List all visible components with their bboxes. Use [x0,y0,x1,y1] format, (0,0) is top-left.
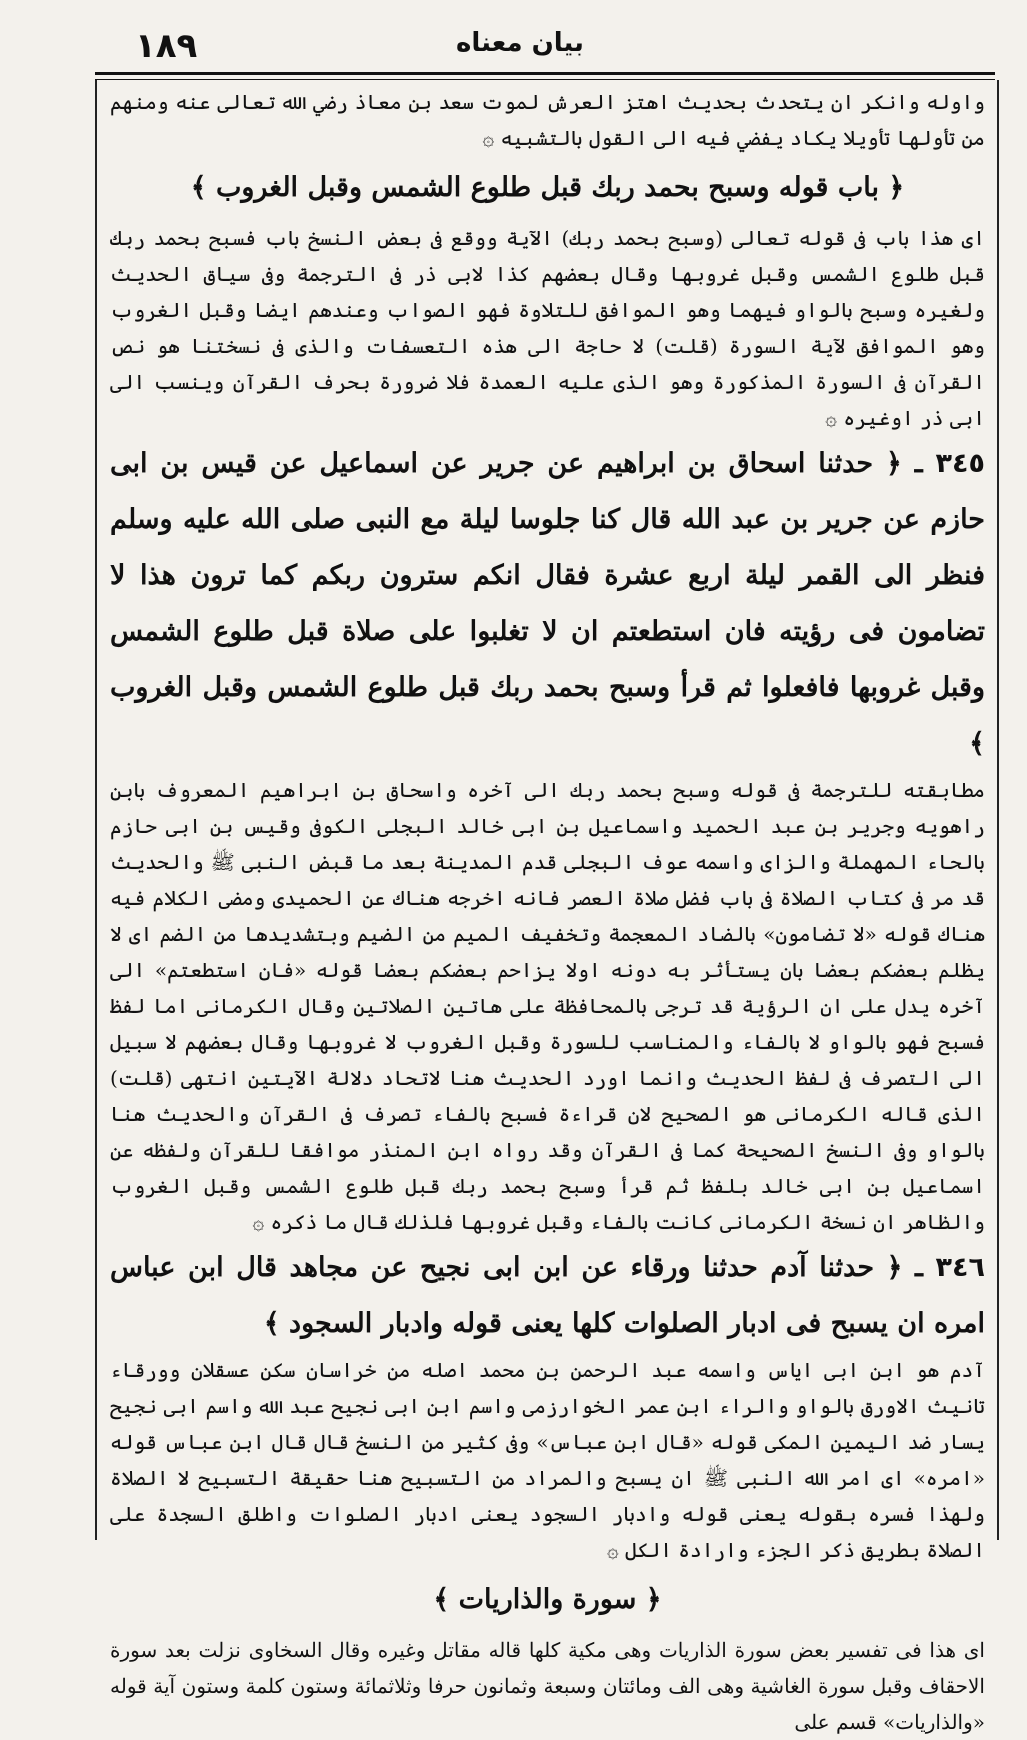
hadith-346 [110,1240,985,1352]
intro-paragraph: واوله وانكر ان يتحدث بحديث اهتز العرش لموت سعد بن معاذ رضي الله تعالى عنه ومنهم من تأولها تأويلا يكاد يفضي فيه الى القول بالتشبيه ۞ [110,90,985,150]
hadith-text: حدثنا آدم حدثنا ورقاء عن ابن ابى نجيح عن مجاهد قال ابن عباس امره ان يسبح فى ادبار الصلوات كلها يعنى قوله وادبار السجود ﴾ [110,1252,985,1339]
hadith-number: ٣٤٥ [935,448,985,479]
page-header [90,26,950,66]
surah-commentary: اى هذا فى تفسير بعض سورة الذاريات وهى مكية كلها قاله مقاتل وغيره وقال السخاوى نزلت بعد سورة الاحقاف وقبل سورة الغاشية وهى الف ومائتان وسبعة وثمانون حرفا وثلاثمائة وستون كلمة وستون آية قوله «والذاريات» قسم على [110,1638,985,1734]
chapter-heading: ﴿ باب قوله وسبح بحمد ربك قبل طلوع الشمس وقبل الغروب ﴾ [190,172,905,203]
commentary-345: مطابقته للترجمة فى قوله وسبح بحمد ربك الى آخره واسحاق بن ابراهيم المعروف بابن راهويه وجرير بن عبد الحميد واسماعيل بن ابى خالد البجلى الكوفى وقيس بن ابى حازم بالحاء المهملة والزاى واسمه عوف البجلى قدم المدينة بعد ما قبض النبى ﷺ والحديث قد مر فى كتاب الصلاة فى باب فضل صلاة العصر فانه اخرجه هناك عن الحميدى ومضى الكلام فيه هناك قوله «لا تضامون» بالضاد المعجمة وتخفيف الميم من الضيم وبتشديدها من الضم اى لا يظلم بعضكم بعضا بان يستأثر به دونه اولا يزاحم بعضكم بعضا قوله «فان استطعتم» الى آخره يدل على ان الرؤية قد ترجى بالمحافظة على هاتين الصلاتين وقال الكرمانى اما لفظ فسبح فهو بالواو لا بالفاء والمناسب للسورة وقبل الغروب لا غروبها وقال بعضهم لا سبيل الى التصرف فى لفظ الحديث وانما اورد الحديث هنا لاتحاد دلالة الآيتين انتهى (قلت) الذى قاله الكرمانى هو الصحيح لان قراءة فسبح بالفاء تصرف فى القرآن والحديث هنا بالواو وفى النسخ الصحيحة كما فى القرآن وقد رواه ابن المنذر موافقا للقرآن ولفظه عن اسماعيل بن ابى خالد بلفظ ثم قرأ وسبح بحمد ربك قبل طلوع الشمس وقبل الغروب والظاهر ان نسخة الكرمانى كانت بالفاء وقبل غروبها فلذلك قال ما ذكره ۞ [110,778,985,1234]
hadith-number: ٣٤٦ [935,1252,985,1283]
page-content [110,84,985,1740]
hadith-text: حدثنا اسحاق بن ابراهيم عن جرير عن اسماعيل عن قيس بن ابى حازم عن جرير بن عبد الله قال كنا جلوسا ليلة مع النبى صلى الله عليه وسلم فنظر الى القمر ليلة اربع عشرة فقال انكم سترون ربكم كما ترون هذا لا تضامون فى رؤيته فان استطعتم ان لا تغلبوا على صلاة قبل طلوع الشمس وقبل غروبها فافعلوا ثم قرأ وسبح بحمد ربك قبل طلوع الشمس وقبل الغروب ﴾ [110,448,985,759]
surah-heading: ﴿ سورة والذاريات ﴾ [433,1584,662,1615]
hadith-marker: ـ ﴿ [874,1252,923,1283]
hadith-marker: ـ ﴿ [873,448,923,479]
page-number: ۱۸۹ [135,26,198,66]
chapter-commentary: اى هذا باب فى قوله تعالى (وسبح بحمد ربك) الآية ووقع فى بعض النسخ باب فسبح بحمد ربك قبل طلوع الشمس وقبل غروبها وقال بعضهم كذا لابى ذر فى الترجمة وفى سياق الحديث ولغيره وسبح بالواو فيهما وهو الموافق للتلاوة فهو الصواب وعندهم ايضا وقبل الغروب وهو الموافق لآية السورة (قلت) لا حاجة الى هذه التعسفات والذى فى نسختنا هو نص القرآن فى السورة المذكورة وهو الذى عليه العمدة فلا ضرورة بحرف القرآن وينسب الى ابى ذر اوغيره ۞ [110,226,985,430]
commentary-346: آدم هو ابن ابى اياس واسمه عبد الرحمن بن محمد اصله من خراسان سكن عسقلان وورقاء تانيث الاورق بالواو والراء ابن عمر الخوارزمى واسم ابن ابى نجيح عبد الله واسم ابى نجيح يسار ضد اليمين المكى قوله «قال ابن عباس» وفى كثير من النسخ قال قال ابن عباس قوله «امره» اى امر الله النبى ﷺ ان يسبح والمراد من التسبيح هنا حقيقة التسبيح لا الصلاة ولهذا فسره بقوله يعنى قوله وادبار السجود يعنى ادبار الصلوات واطلق السجدة على الصلاة بطريق ذكر الجزء وارادة الكل ۞ [110,1358,985,1562]
running-title: بيان معناه [456,28,584,58]
header-rule [95,72,995,80]
hadith-345 [110,436,985,772]
